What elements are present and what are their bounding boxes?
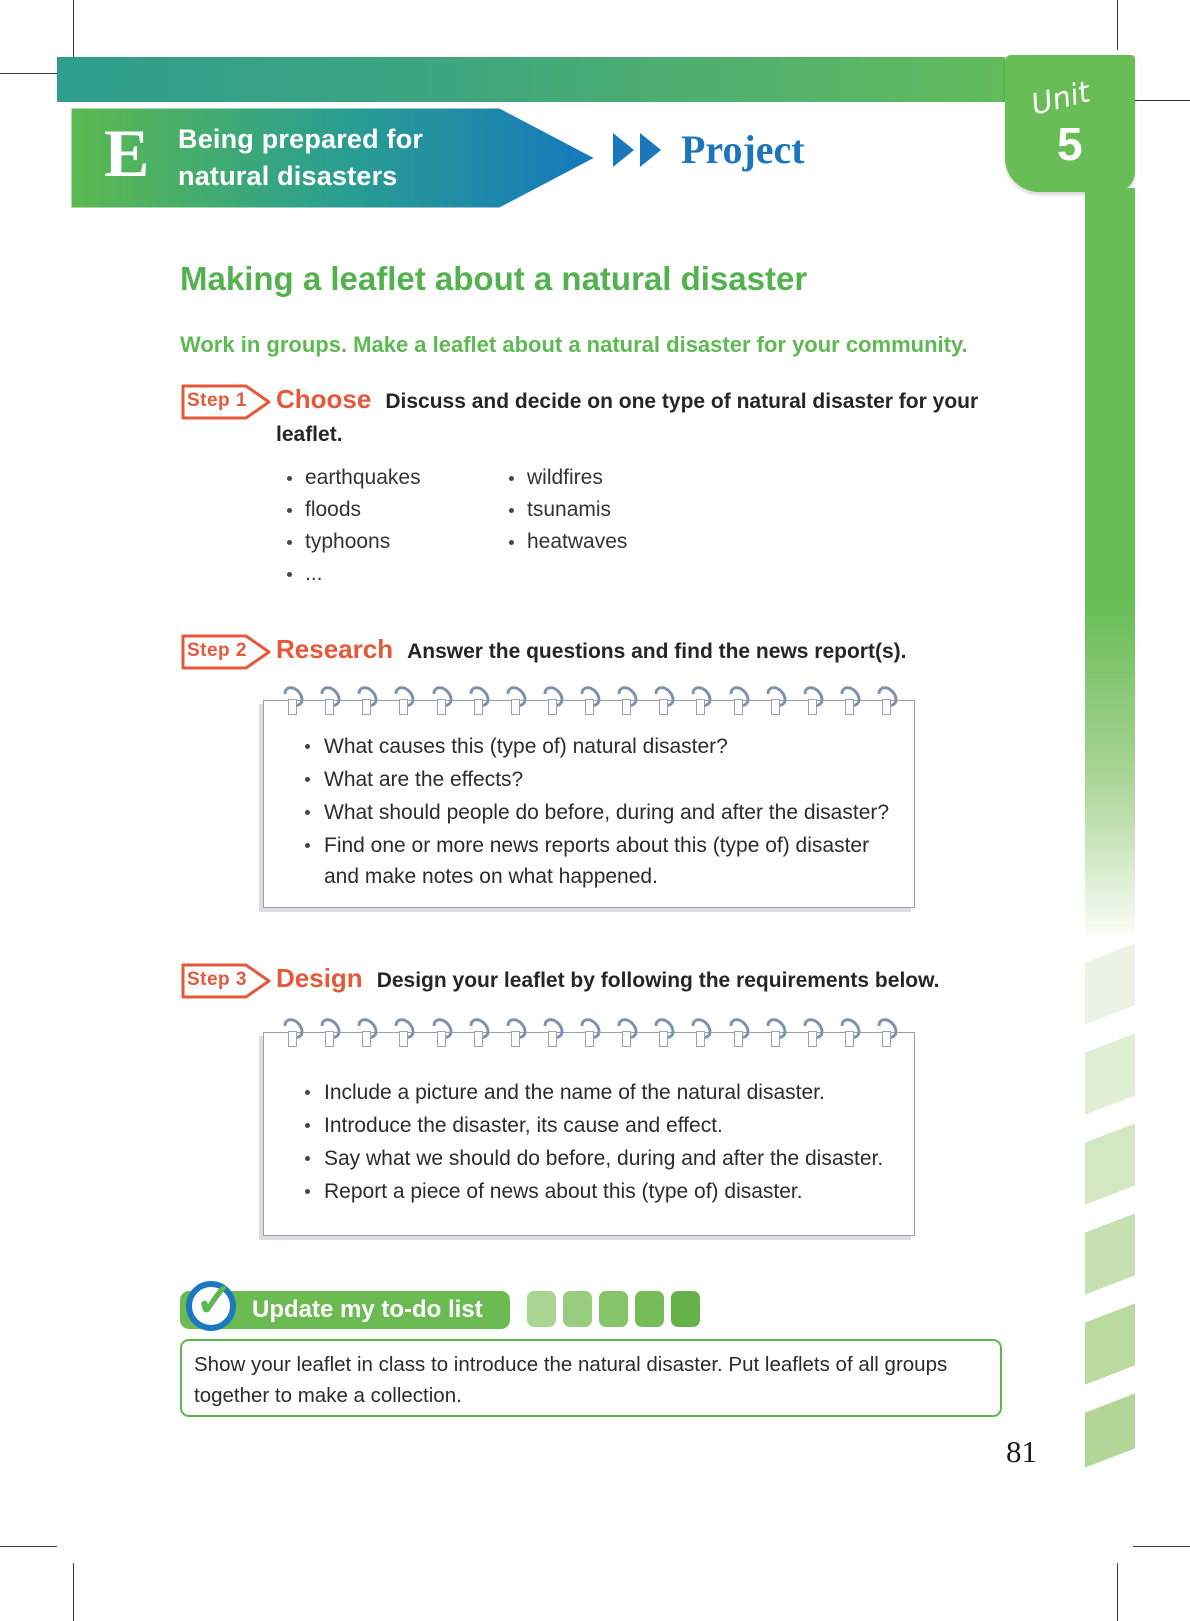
research-notepad <box>263 700 915 908</box>
unit-tab-number: 5 <box>1057 118 1083 170</box>
step-text <box>276 383 982 451</box>
list-item: typhoons <box>283 526 505 558</box>
design-requirements <box>264 1033 914 1223</box>
step-row-research <box>180 633 1016 671</box>
spiral-ring-icon <box>321 684 337 718</box>
spiral-ring-icon <box>395 684 411 718</box>
spiral-ring-icon <box>655 1016 671 1050</box>
double-chevron-icon <box>612 132 666 168</box>
step-keyword: Design <box>276 963 363 993</box>
side-stripe-segment <box>1085 943 1135 1024</box>
crop-mark <box>1117 1563 1118 1621</box>
spiral-ring-icon <box>284 1016 300 1050</box>
step-row-design <box>180 962 1036 1000</box>
spiral-binding <box>284 1016 894 1050</box>
section-letter: E <box>104 115 150 191</box>
notepad-item: What causes this (type of) natural disaster? <box>300 731 896 762</box>
spiral-ring-icon <box>321 1016 337 1050</box>
spiral-ring-icon <box>692 684 708 718</box>
disaster-list <box>283 462 627 590</box>
todo-checkbox[interactable] <box>563 1291 592 1327</box>
crop-mark <box>1133 1546 1190 1547</box>
list-item: floods <box>283 494 505 526</box>
spiral-ring-icon <box>618 684 634 718</box>
step-description: Answer the questions and find the news report(s). <box>407 640 907 663</box>
list-item: wildfires <box>505 462 627 494</box>
unit-title-line1: Being prepared for <box>178 124 424 154</box>
spiral-ring-icon <box>358 684 374 718</box>
spiral-ring-icon <box>433 1016 449 1050</box>
crop-mark <box>73 1563 74 1621</box>
show-instruction-text: Show your leaflet in class to introduce the natural disaster. Put leaflets of all groups together to make a collection. <box>194 1353 948 1407</box>
spiral-ring-icon <box>507 1016 523 1050</box>
step-text <box>276 633 1016 668</box>
todo-checkbox[interactable] <box>599 1291 628 1327</box>
list-item: tsunamis <box>505 494 627 526</box>
design-notepad <box>263 1032 915 1236</box>
step-badge-label: Step 2 <box>186 640 248 661</box>
spiral-ring-icon <box>767 684 783 718</box>
todo-checkbox[interactable] <box>635 1291 664 1327</box>
step-description: Design your leaflet by following the requirements below. <box>376 969 940 992</box>
disaster-column-1 <box>283 462 505 590</box>
spiral-binding <box>284 684 894 718</box>
spiral-ring-icon <box>395 1016 411 1050</box>
notepad-item: Say what we should do before, during and after the disaster. <box>300 1143 896 1174</box>
crop-mark <box>1117 0 1118 50</box>
crop-mark <box>0 1546 57 1547</box>
side-stripe-segment <box>1085 1213 1135 1294</box>
crop-mark <box>0 73 57 74</box>
list-item: ... <box>283 558 505 590</box>
step-badge <box>180 962 272 1000</box>
spiral-ring-icon <box>470 1016 486 1050</box>
step-row-choose <box>180 383 982 451</box>
spiral-ring-icon <box>284 684 300 718</box>
header-band <box>57 57 1005 102</box>
spiral-ring-icon <box>730 1016 746 1050</box>
notepad-item: Introduce the disaster, its cause and effect. <box>300 1110 896 1141</box>
step-badge-label: Step 1 <box>186 390 248 411</box>
list-item: heatwaves <box>505 526 627 558</box>
todo-checkbox[interactable] <box>527 1291 556 1327</box>
notepad-item: What are the effects? <box>300 764 896 795</box>
todo-checkboxes <box>527 1291 700 1327</box>
section-label <box>612 126 805 173</box>
spiral-ring-icon <box>358 1016 374 1050</box>
unit-tab <box>1005 55 1135 192</box>
side-stripe-segment <box>1085 1303 1135 1384</box>
step-text <box>276 962 1036 997</box>
page-instruction: Work in groups. Make a leaflet about a natural disaster for your community. <box>180 332 968 357</box>
notepad-item: Find one or more news reports about this (type of) disaster and make notes on what happened. <box>300 830 896 892</box>
research-questions <box>264 701 914 908</box>
spiral-ring-icon <box>841 684 857 718</box>
crop-mark <box>1133 100 1190 101</box>
step-badge-label: Step 3 <box>186 969 248 990</box>
todo-check-icon <box>186 1274 236 1331</box>
show-instruction-box <box>180 1339 1002 1417</box>
todo-checkbox[interactable] <box>671 1291 700 1327</box>
spiral-ring-icon <box>878 684 894 718</box>
spiral-ring-icon <box>692 1016 708 1050</box>
spiral-ring-icon <box>655 684 671 718</box>
spiral-ring-icon <box>618 1016 634 1050</box>
spiral-ring-icon <box>767 1016 783 1050</box>
side-stripe-segment <box>1085 1393 1135 1467</box>
step-badge <box>180 633 272 671</box>
list-item: earthquakes <box>283 462 505 494</box>
unit-title <box>178 121 423 195</box>
disaster-column-2 <box>505 462 627 590</box>
side-stripe-segment <box>1085 1033 1135 1114</box>
spiral-ring-icon <box>507 684 523 718</box>
spiral-ring-icon <box>433 684 449 718</box>
notepad-item: Include a picture and the name of the natural disaster. <box>300 1077 896 1108</box>
section-banner <box>66 100 611 216</box>
notepad-item: Report a piece of news about this (type of) disaster. <box>300 1176 896 1207</box>
section-name: Project <box>681 127 805 172</box>
spiral-ring-icon <box>730 684 746 718</box>
spiral-ring-icon <box>544 1016 560 1050</box>
step-badge <box>180 383 272 421</box>
spiral-ring-icon <box>544 684 560 718</box>
checkmark-icon: ✓ <box>195 1274 234 1326</box>
spiral-ring-icon <box>804 684 820 718</box>
unit-tab-label: Unit <box>1027 74 1094 122</box>
notepad-item: What should people do before, during and after the disaster? <box>300 797 896 828</box>
update-todo-label: Update my to-do list <box>252 1296 483 1323</box>
spiral-ring-icon <box>581 684 597 718</box>
spiral-ring-icon <box>581 1016 597 1050</box>
step-keyword: Research <box>276 634 394 664</box>
step-keyword: Choose <box>276 384 372 414</box>
page-title: Making a leaflet about a natural disaster <box>180 260 808 297</box>
crop-mark <box>73 0 74 60</box>
step-description: Discuss and decide on one type of natural disaster for your leaflet. <box>276 390 979 446</box>
spiral-ring-icon <box>841 1016 857 1050</box>
side-band <box>1085 188 1135 940</box>
spiral-ring-icon <box>878 1016 894 1050</box>
page-number: 81 <box>1006 1434 1037 1469</box>
unit-title-line2: natural disasters <box>178 161 398 191</box>
side-stripe-segment <box>1085 1123 1135 1204</box>
spiral-ring-icon <box>470 684 486 718</box>
spiral-ring-icon <box>804 1016 820 1050</box>
